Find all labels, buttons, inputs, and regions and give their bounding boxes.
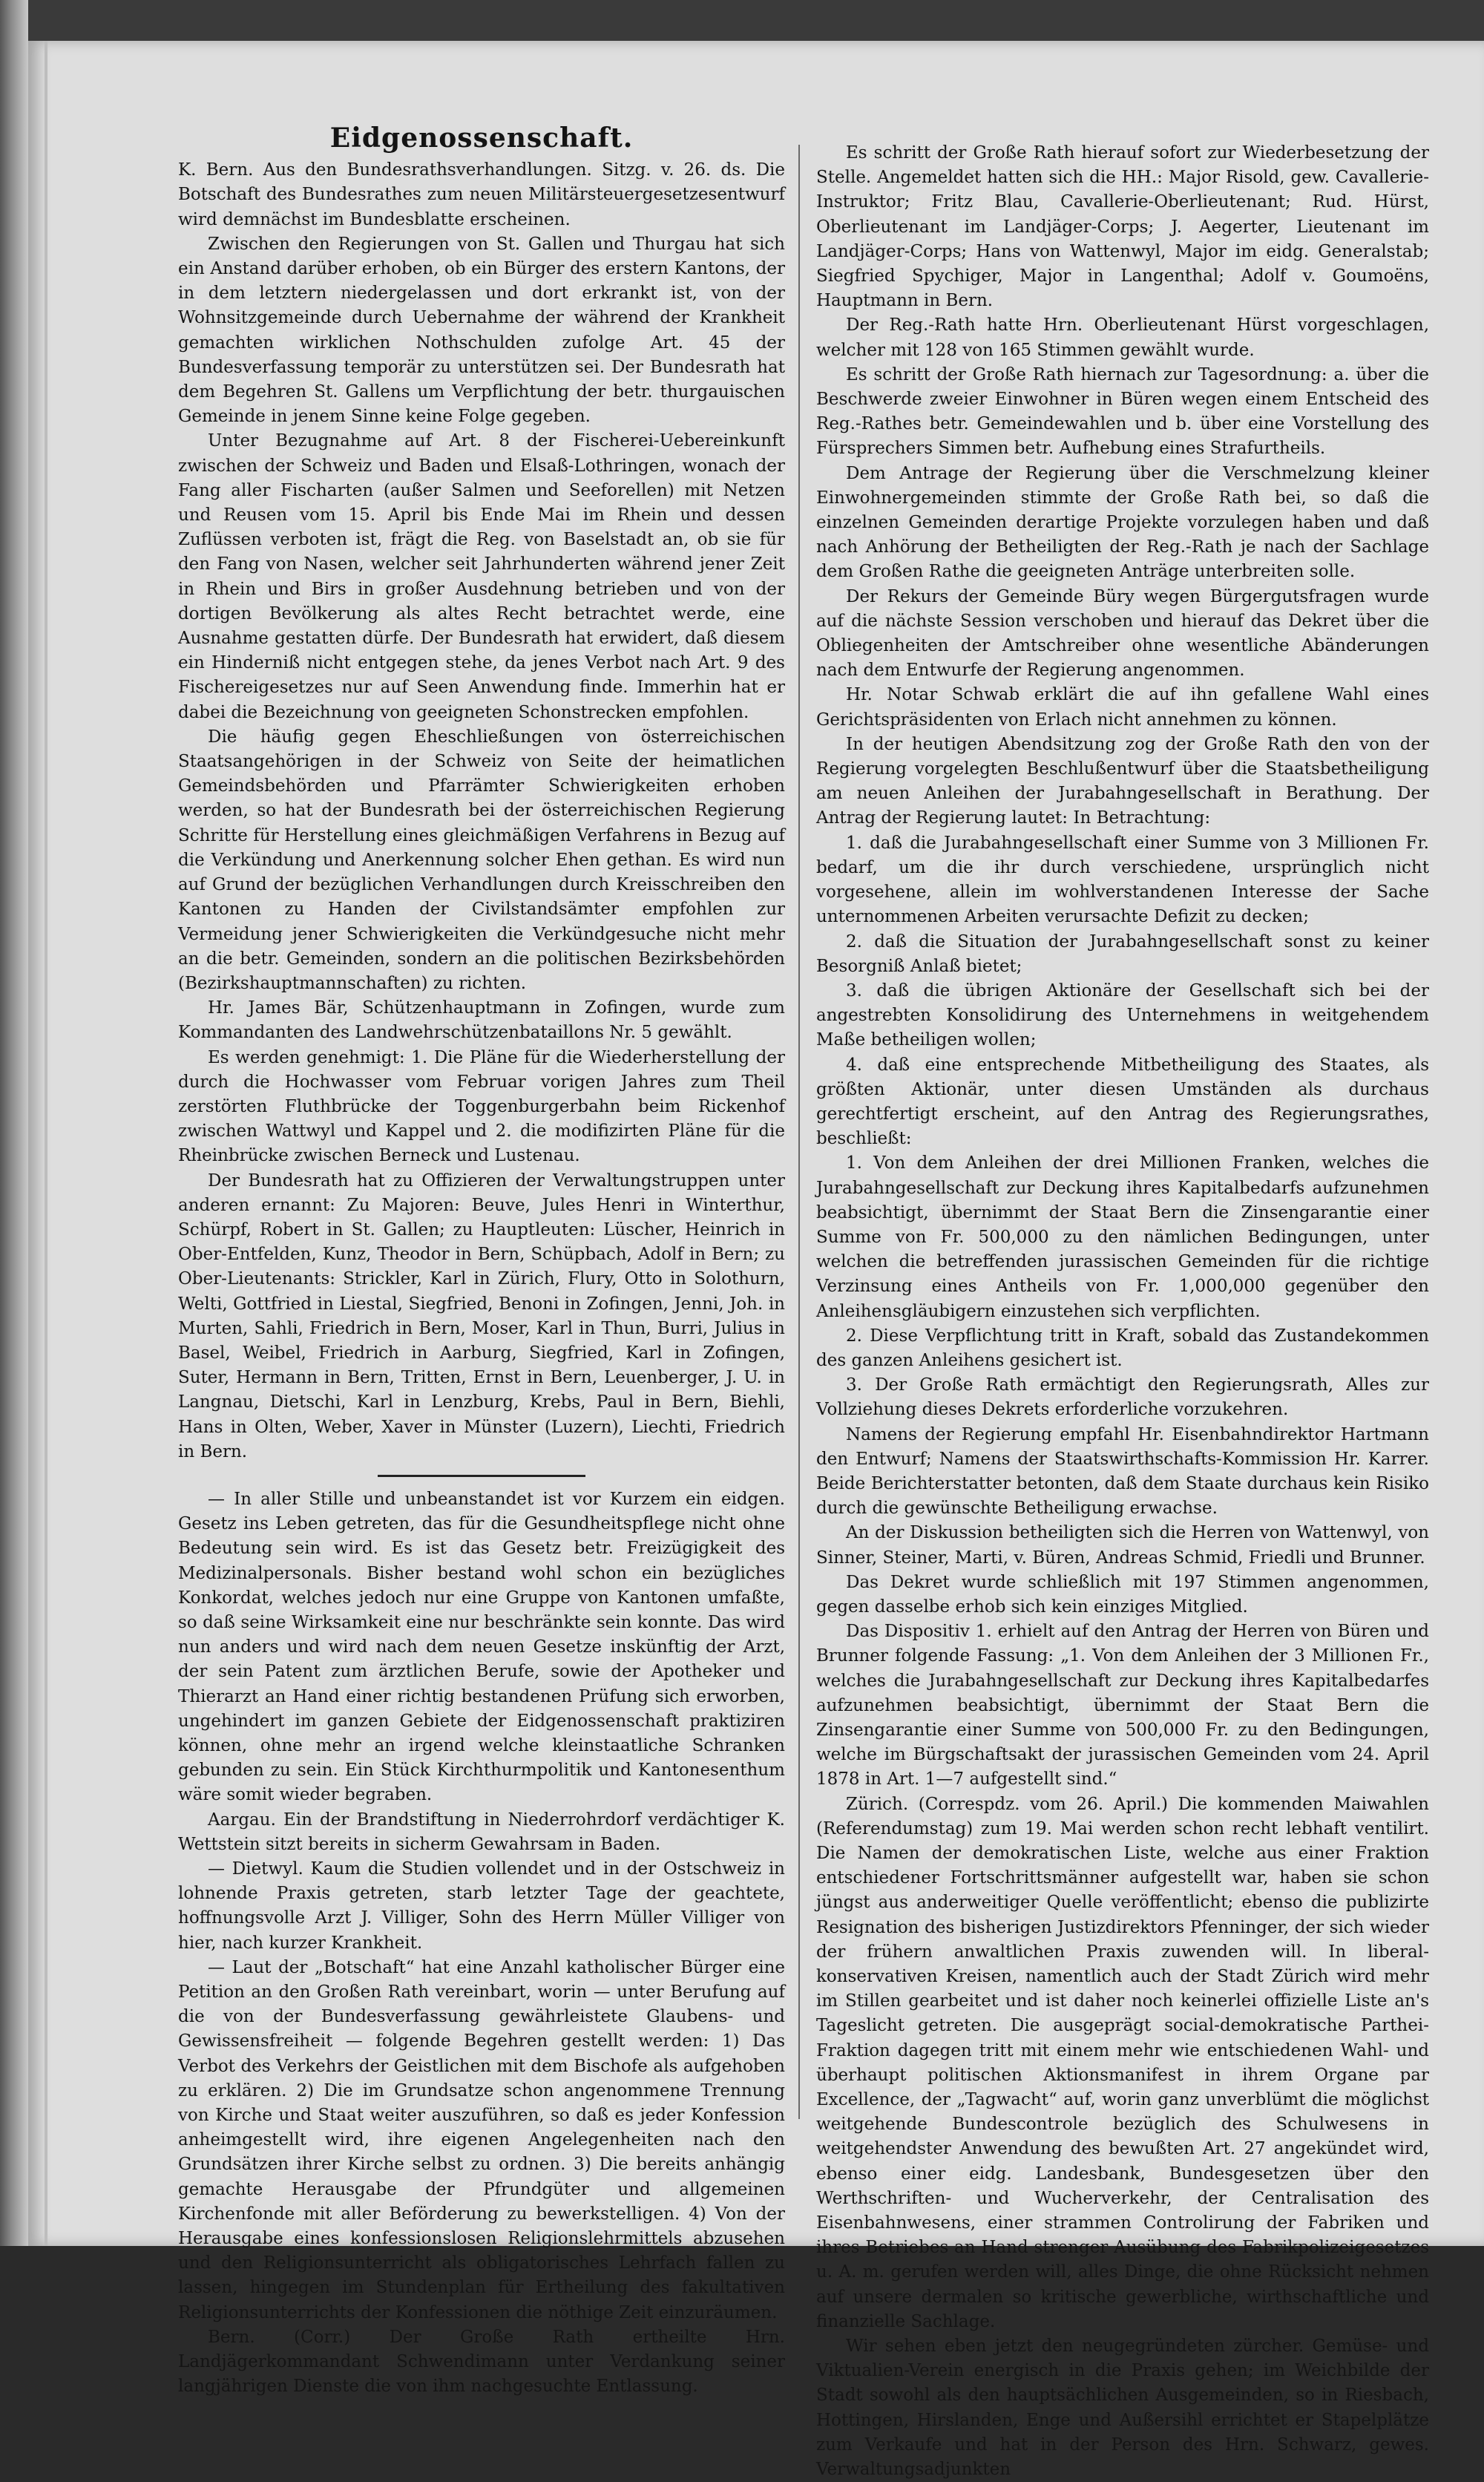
page-fold-line bbox=[45, 41, 47, 2246]
paragraph: 3. daß die übrigen Aktionäre der Gesellschaft sich bei der angestrebten Konsolidirung des Unternehmens in weitgehendem Maße betheiligen wollen; bbox=[816, 980, 1429, 1050]
right-column bbox=[816, 141, 1429, 2482]
paragraph: Hr. Notar Schwab erklärt die auf ihn gefallene Wahl eines Gerichtspräsidenten von Erlach nicht annehmen zu können. bbox=[816, 685, 1429, 730]
paragraph: Es werden genehmigt: 1. Die Pläne für die Wiederherstellung der durch die Hochwasser vom Februar vorigen Jahres zum Theil zerstörten Fluthbrücke der Toggenburgerbahn beim Rickenhof zwischen Wattwyl und Kappel und 2. die modifizirten Pläne für die Rheinbrücke zwischen Berneck und Lustenau. bbox=[178, 1047, 785, 1166]
paragraph: Unter Bezugnahme auf Art. 8 der Fischerei-Uebereinkunft zwischen der Schweiz und Baden und Elsaß-Lothringen, wonach der Fang aller Fischarten (außer Salmen und Seeforellen) mit Netzen und Reusen vom 15. April bis Ende Mai im Rhein und dessen Zuflüssen verboten ist, frägt die Reg. von Baselstadt an, ob sie für den Fang von Nasen, welcher seit Jahrhunderten während jener Zeit in Rhein und Birs in großer Ausdehnung betrieben und von der dortigen Bevölkerung als altes Recht betrachtet werde, eine Ausnahme gestatten dürfe. Der Bundesrath hat erwidert, daß diesem ein Hinderniß nicht entgegen stehe, da jenes Verbot nach Art. 9 des Fischereigesetzes nur auf Seen Anwendung finde. Immerhin hat er dabei die Bezeichnung von geeigneten Schonstrecken empfohlen. bbox=[178, 431, 785, 722]
paragraph: Es schritt der Große Rath hierauf sofort zur Wiederbesetzung der Stelle. Angemeldet hatten sich die HH.: Major Risold, gew. Cavallerie-Instruktor; Fritz Blau, Cavallerie-Oberlieutenant; Rud. Hürst, Oberlieutenant im Landjäger-Corps; J. Aegerter, Lieutenant im Landjäger-Corps; Hans von Wattenwyl, Major im eidg. Generalstab; Siegfried Spychiger, Major in Langenthal; Adolf v. Goumoëns, Hauptmann in Bern. bbox=[816, 143, 1429, 311]
paragraph: Das Dispositiv 1. erhielt auf den Antrag der Herren von Büren und Brunner folgende Fassung: „1. Von dem Anleihen der 3 Millionen Fr., welches die Jurabahngesellschaft zur Deckung ihres Kapitalbedarfes aufzunehmen beabsichtigt, übernimmt der Staat Bern die Zinsengarantie einer Summe von 500,000 Fr. zu den Bedingungen, welche im Bürgschaftsakt der jurassischen Gemeinden vom 24. April 1878 in Art. 1—7 aufgestellt sind.“ bbox=[816, 1622, 1429, 1790]
paragraph: 4. daß eine entsprechende Mitbetheiligung des Staates, als größten Aktionär, unter diesen Umständen als durchaus gerechtfertigt erscheint, auf den Antrag des Regierungsrathes, beschließt: bbox=[816, 1055, 1429, 1149]
paragraph: 1. daß die Jurabahngesellschaft einer Summe von 3 Millionen Fr. bedarf, um die ihr durch verschiedene, ursprünglich nicht vorgesehene, allein im wohlverstandenen Interesse der Sache unternommenen Arbeiten verursachte Defizit zu decken; bbox=[816, 833, 1429, 927]
paragraph: 3. Der Große Rath ermächtigt den Regierungsrath, Alles zur Vollziehung dieses Dekrets erforderliche vorzukehren. bbox=[816, 1375, 1429, 1420]
paragraph: — Laut der „Botschaft“ hat eine Anzahl katholischer Bürger eine Petition an den Großen Rath vereinbart, worin — unter Berufung auf die von der Bundesverfassung gewährleistete Glaubens- und Gewissensfreiheit — folgende Begehren gestellt werden: 1) Das Verbot des Verkehrs der Geistlichen mit dem Bischofe als aufgehoben zu erklären. 2) Die im Grundsatze schon angenommene Trennung von Kirche und Staat weiter auszuführen, so daß es jeder Konfession anheimgestellt wird, ihre eigenen Angelegenheiten nach den Grundsätzen ihrer Kirche selbst zu ordnen. 3) Die bereits anhängig gemachte Herausgabe der Pfrundgüter und allgemeinen Kirchenfonde mit aller Beförderung zu bewerkstelligen. 4) Von der Herausgabe eines konfessionslosen Religionslehrmittels abzusehen und den Religionsunterricht als obligatorisches Lehrfach fallen zu lassen, hingegen im Stundenplan für Ertheilung des fakultativen Religionsunterrichts der Konfessionen die nöthige Zeit einzuräumen. bbox=[178, 1957, 785, 2322]
paragraph: Das Dekret wurde schließlich mit 197 Stimmen angenommen, gegen dasselbe erhob sich kein einziges Mitglied. bbox=[816, 1572, 1429, 1617]
book-binding-edge bbox=[0, 0, 28, 2246]
paragraph: Der Bundesrath hat zu Offizieren der Verwaltungstruppen unter anderen ernannt: Zu Majoren: Beuve, Jules Henri in Winterthur, Schürpf, Robert in St. Gallen; zu Hauptleuten: Lüscher, Heinrich in Ober-Entfelden, Kunz, Theodor in Bern, Schüpbach, Adolf in Bern; zu Ober-Lieutenants: Strickler, Karl in Zürich, Flury, Otto in Solothurn, Welti, Gottfried in Liestal, Siegfried, Benoni in Zofingen, Jenni, Joh. in Murten, Sahli, Friedrich in Bern, Moser, Karl in Thun, Burri, Julius in Basel, Weibel, Friedrich in Aarburg, Siegfried, Karl in Zofingen, Suter, Hermann in Bern, Tritten, Ernst in Bern, Leuenberger, J. U. in Langnau, Dietschi, Karl in Lenzburg, Krebs, Paul in Bern, Biehli, Hans in Olten, Weber, Xaver in Münster (Luzern), Liechti, Friedrich in Bern. bbox=[178, 1170, 785, 1461]
paragraph: An der Diskussion betheiligten sich die Herren von Wattenwyl, von Sinner, Steiner, Marti, v. Büren, Andreas Schmid, Friedli und Brunner. bbox=[816, 1523, 1429, 1568]
paragraph: Die häufig gegen Eheschließungen von österreichischen Staatsangehörigen in der Schweiz von Seite der heimatlichen Gemeindsbehörden und Pfarrämter Schwierigkeiten erhoben werden, so hat der Bundesrath bei der österreichischen Regierung Schritte für Herstellung eines gleichmäßigen Verfahrens in Bezug auf die Verkündung und Anerkennung solcher Ehen gethan. Es wird nun auf Grund der bezüglichen Verhandlungen durch Kreisschreiben den Kantonen zu Handen der Civilstandsämter empfohlen zur Vermeidung jener Schwierigkeiten die Verkündgesuche nicht mehr an die betr. Gemeinden, sondern an die politischen Bezirksbehörden (Bezirkshauptmannschaften) zu richten. bbox=[178, 727, 785, 993]
paragraph: K. Bern. Aus den Bundesrathsverhandlungen. Sitzg. v. 26. ds. Die Botschaft des Bundesrathes zum neuen Militärsteuergesetzesentwurf wird demnächst im Bundesblatte erscheinen. bbox=[178, 160, 785, 229]
paragraph: In der heutigen Abendsitzung zog der Große Rath den von der Regierung vorgelegten Beschlußentwurf über die Staatsbetheiligung am neuen Anleihen der Jurabahngesellschaft in Berathung. Der Antrag der Regierung lautet: In Betrachtung: bbox=[816, 734, 1429, 828]
paragraph: — In aller Stille und unbeanstandet ist vor Kurzem ein eidgen. Gesetz ins Leben getreten, das für die Gesundheitspflege nicht ohne Bedeutung sein wird. Es ist das Gesetz betr. Freizügigkeit des Medizinalpersonals. Bisher bestand wohl schon ein bezügliches Konkordat, welches jedoch nur eine Gruppe von Kantonen umfaßte, so daß seine Wirksamkeit eine nur beschränkte sein konnte. Das wird nun anders und wird nach dem neuen Gesetze inskünftig der Arzt, der sein Patent zum ärztlichen Berufe, sowie der Apotheker und Thierarzt an Hand einer richtig bestandenen Prüfung sich erworben, ungehindert im ganzen Gebiete der Eidgenossenschaft praktiziren können, ohne mehr an irgend welche kleinstaatliche Schranken gebunden zu sein. Ein Stück Kirchthurmpolitik und Kantonesenthum wäre somit wieder begraben. bbox=[178, 1489, 785, 1805]
paragraph: Zürich. (Correspdz. vom 26. April.) Die kommenden Maiwahlen (Referendumstag) zum 19. Mai werden schon recht lebhaft ventilirt. Die Namen der demokratischen Liste, welche aus einer Fraktion entschiedener Fortschrittsmänner aufgestellt war, haben sie schon jüngst aus anderweitiger Quelle veröffentlicht; ebenso die publizirte Resignation des bisherigen Justizdirektors Pfenninger, der sich wieder der frühern anwaltlichen Praxis zuwenden will. In liberal-konservativen Kreisen, namentlich auch der Stadt Zürich wird mehr im Stillen gearbeitet und ist daher noch keinerlei offizielle Liste an's Tageslicht getreten. Die ausgeprägt social-demokratische Parthei-Fraktion dagegen tritt mit einem mehr wie entschiedenen Wahl- und überhaupt politischen Aktionsmanifest in ihrem Organe par Excellence, der „Tagwacht“ auf, worin ganz unverblümt die möglichst weitgehende Bundescontrole bezüglich des Schulwesens in weitgehendster Anwendung des bewußten Art. 27 angekündet wird, ebenso einer eidg. Landesbank, Bundesgesetzen über den Werthschriften- und Wucherverkehr, der Centralisation des Eisenbahnwesens, einer strammen Controlirung der Fabriken und ihres Betriebes an Hand strenger Ausübung des Fabrikpolizeigesetzes u. A. m. gerufen werden will, alles Dinge, die ohne Rücksicht nehmen auf unsere dermalen so kritische gewerbliche, wirthschaftliche und finanzielle Sachlage. bbox=[816, 1794, 1429, 2331]
paragraph: Der Reg.-Rath hatte Hrn. Oberlieutenant Hürst vorgeschlagen, welcher mit 128 von 165 Stimmen gewählt wurde. bbox=[816, 315, 1429, 360]
column-divider bbox=[798, 145, 800, 2119]
paragraph: 2. Diese Verpflichtung tritt in Kraft, sobald das Zustandekommen des ganzen Anleihens gesichert ist. bbox=[816, 1326, 1429, 1370]
left-column bbox=[178, 122, 785, 2399]
paragraph: — Dietwyl. Kaum die Studien vollendet und in der Ostschweiz in lohnende Praxis getreten, starb letzter Tage der geachtete, hoffnungsvolle Arzt J. Villiger, Sohn des Herrn Müller Villiger von hier, nach kurzer Krankheit. bbox=[178, 1859, 785, 1953]
paragraph: 2. daß die Situation der Jurabahngesellschaft sonst zu keiner Besorgniß Anlaß bietet; bbox=[816, 931, 1429, 976]
paragraph: Der Rekurs der Gemeinde Büry wegen Bürgergutsfragen wurde auf die nächste Session verschoben und hierauf das Dekret über die Obliegenheiten der Amtschreiber ohne wesentliche Abänderungen nach dem Entwurfe der Regierung angenommen. bbox=[816, 586, 1429, 681]
paragraph: Bern. (Corr.) Der Große Rath ertheilte Hrn. Landjägerkommandant Schwendimann unter Verdankung seiner langjährigen Dienste die von ihm nachgesuchte Entlassung. bbox=[178, 2327, 785, 2397]
separator-rule bbox=[378, 1475, 585, 1477]
section-title: Eidgenossenschaft. bbox=[329, 122, 634, 154]
paragraph: Wir sehen eben jetzt den neugegründeten zürcher. Gemüse- und Viktualien-Verein energisch in die Praxis gehen; im Weichbilde der Stadt sowohl als den hauptsächlichen Ausgemeinden, so in Riesbach, Hottingen, Hirslanden, Enge und Außersihl errichtet er Stapelplätze zum Verkaufe und hat in der Person des Hrn. Schwarz, gewes. Verwaltungsadjunkten bbox=[816, 2337, 1429, 2480]
paragraph: Aargau. Ein der Brandstiftung in Niederrohrdorf verdächtiger K. Wettstein sitzt bereits in sicherm Gewahrsam in Baden. bbox=[178, 1810, 785, 1854]
paragraph: Es schritt der Große Rath hiernach zur Tagesordnung: a. über die Beschwerde zweier Einwohner in Büren wegen einem Entscheid des Reg.-Rathes betr. Gemeindewahlen und b. über eine Vorstellung des Fürsprechers Simmen betr. Aufhebung eines Strafurtheils. bbox=[816, 364, 1429, 459]
paragraph: Dem Antrage der Regierung über die Verschmelzung kleiner Einwohnergemeinden stimmte der Große Rath bei, so daß die einzelnen Gemeinden derartige Projekte vorzulegen haben und daß nach Anhörung der Betheiligten der Reg.-Rath je nach der Sachlage dem Großen Rathe die geeigneten Anträge unterbreiten solle. bbox=[816, 463, 1429, 582]
paragraph: Hr. James Bär, Schützenhauptmann in Zofingen, wurde zum Kommandanten des Landwehrschützenbataillons Nr. 5 gewählt. bbox=[178, 998, 785, 1043]
paragraph: 1. Von dem Anleihen der drei Millionen Franken, welches die Jurabahngesellschaft zur Deckung ihres Kapitalbedarfs aufzunehmen beabsichtigt, übernimmt der Staat Bern die Zinsengarantie einer Summe von Fr. 500,000 zu den nämlichen Bedingungen, unter welchen die betreffenden jurassischen Gemeinden für die richtige Verzinsung eines Antheils von Fr. 1,000,000 gegenüber den Anleihensgläubigern einzustehen sich verpflichten. bbox=[816, 1153, 1429, 1321]
paragraph: Zwischen den Regierungen von St. Gallen und Thurgau hat sich ein Anstand darüber erhoben, ob ein Bürger des erstern Kantons, der in dem letztern niedergelassen und dort erkrankt ist, von der Wohnsitzgemeinde durch Uebernahme der während der Krankheit gemachten wirklichen Nothschulden zufolge Art. 45 der Bundesverfassung temporär zu unterstützen sei. Der Bundesrath hat dem Begehren St. Gallens um Verpflichtung der betr. thurgauischen Gemeinde in jenem Sinne keine Folge gegeben. bbox=[178, 234, 785, 427]
paragraph: Namens der Regierung empfahl Hr. Eisenbahndirektor Hartmann den Entwurf; Namens der Staatswirthschafts-Kommission Hr. Karrer. Beide Berichterstatter betonten, daß dem Staate durchaus kein Risiko durch die gewünschte Betheiligung erwachse. bbox=[816, 1424, 1429, 1519]
